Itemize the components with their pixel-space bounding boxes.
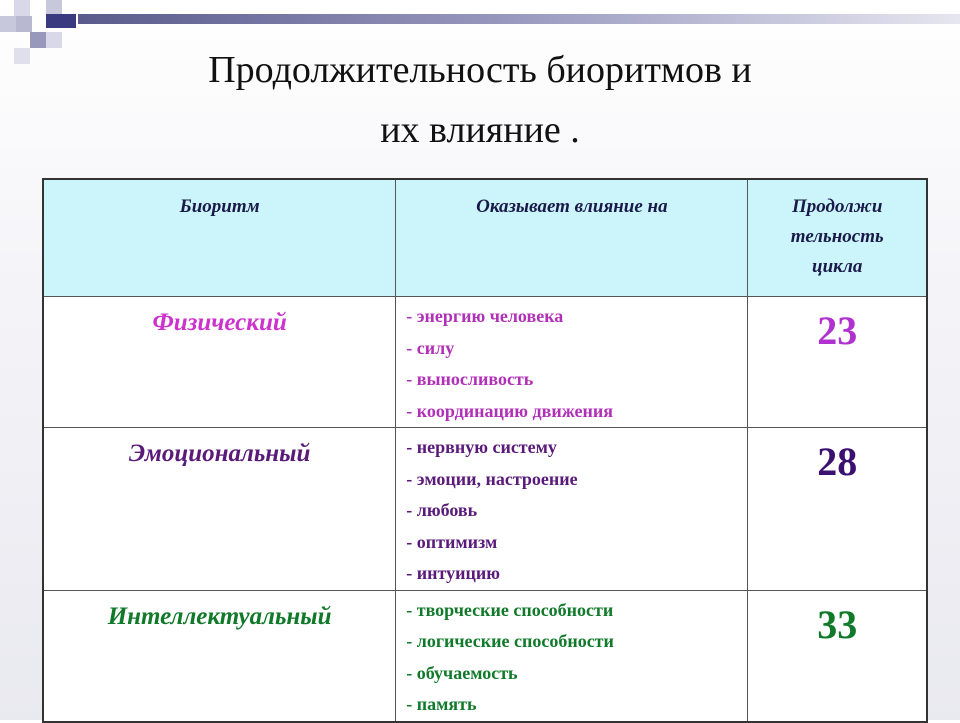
header-duration-line-2: тельность — [790, 226, 884, 247]
header-influence-label: Оказывает влияние на — [476, 196, 668, 217]
row-name: Интеллектуальный — [107, 602, 332, 630]
table-row — [43, 590, 927, 722]
row-effects-cell — [396, 297, 748, 428]
header-biorhythm — [43, 179, 396, 297]
decor-square — [46, 14, 76, 28]
effects-list — [396, 297, 747, 427]
table-header-row — [43, 179, 927, 297]
list-item: - любовь — [406, 500, 478, 520]
row-duration: 23 — [817, 308, 858, 353]
row-name-cell — [43, 428, 396, 591]
title-line-1: Продолжительность биоритмов и — [208, 49, 752, 91]
list-item: - интуицию — [406, 563, 500, 583]
header-duration — [748, 179, 927, 297]
list-item: - выносливость — [406, 369, 534, 389]
list-item: - нервную систему — [406, 437, 557, 457]
decor-square — [14, 0, 30, 16]
row-effects-cell — [396, 590, 748, 722]
row-duration: 33 — [817, 601, 858, 647]
table-row — [43, 428, 927, 591]
list-item: - координацию движения — [406, 400, 613, 421]
list-item: - логические способности — [406, 631, 614, 651]
list-item: - силу — [406, 337, 455, 358]
row-name: Эмоциональный — [128, 440, 311, 467]
list-item: - творческие способности — [406, 599, 614, 620]
row-duration: 28 — [817, 439, 858, 484]
list-item: - обучаемость — [406, 662, 518, 683]
decor-square — [30, 0, 46, 16]
row-name-cell — [43, 297, 396, 428]
row-name-cell — [43, 590, 396, 722]
row-effects-cell — [396, 428, 748, 591]
row-duration-cell — [748, 428, 927, 591]
header-biorhythm-label: Биоритм — [179, 196, 260, 217]
list-item: - память — [406, 694, 477, 714]
list-item: - энергию человека — [406, 306, 564, 326]
list-item: - эмоции, настроение — [406, 468, 578, 489]
decor-top-bar — [78, 14, 960, 24]
header-influence — [396, 179, 748, 297]
row-name: Физический — [152, 309, 287, 336]
decor-square — [16, 16, 32, 32]
title-line-2: их влияние . — [380, 109, 580, 151]
row-duration-cell — [748, 590, 927, 722]
header-duration-line-3: цикла — [812, 256, 863, 277]
row-duration-cell — [748, 297, 927, 428]
decor-square — [0, 16, 16, 32]
slide-title — [0, 40, 960, 160]
biorhythm-table — [42, 178, 928, 723]
table-row — [43, 297, 927, 428]
list-item: - оптимизм — [406, 531, 498, 552]
header-duration-line-1: Продолжи — [792, 196, 883, 217]
effects-list — [396, 428, 747, 590]
effects-list — [396, 591, 747, 721]
